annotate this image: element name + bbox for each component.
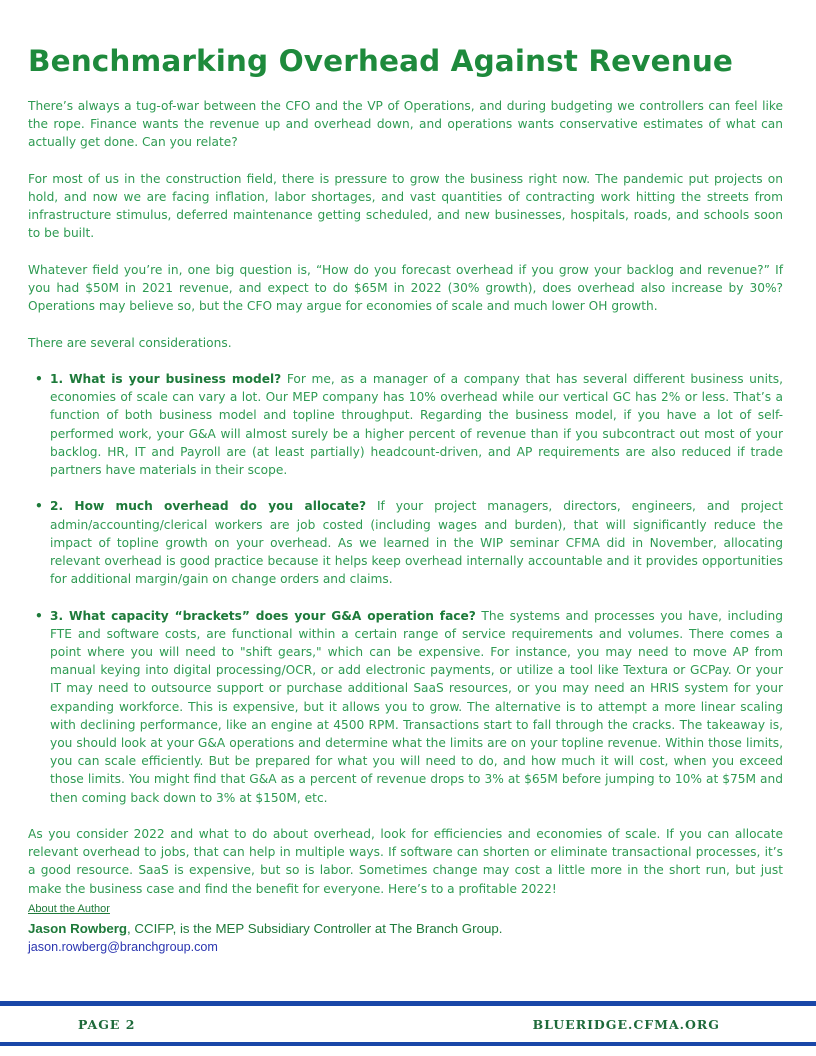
consideration-heading: 1. What is your business model? xyxy=(50,371,282,386)
footer-top-rule xyxy=(0,1001,816,1006)
list-item xyxy=(50,497,783,588)
page-title: Benchmarking Overhead Against Revenue xyxy=(28,44,734,78)
considerations-list xyxy=(28,370,783,807)
consideration-text: If your project managers, directors, engineers, and project admin/accounting/clerical workers are job costed (including wages and burden), that will significantly reduce the impact of topline growth on your overhead. As we learned in the WIP seminar CFMA did in November, allocating relevant overhead is good practice because it helps keep overhead internally accountable and it provides opportunities for additional margin/gain on change orders and claims. xyxy=(50,499,783,587)
closing-paragraph: As you consider 2022 and what to do about overhead, look for efficiencies and economies of scale. If you can allocate relevant overhead to jobs, that can help in multiple ways. If software can shorten or eliminate transactional processes, it’s a good resource. SaaS is expensive, but so is labor. Sometimes change may cost a little more in the short run, but just make the business case and find the benefit for everyone. Here’s to a profitable 2022! xyxy=(28,827,783,896)
footer-bottom-rule xyxy=(0,1042,816,1046)
author-section xyxy=(28,902,788,956)
footer-page-number: PAGE 2 xyxy=(78,1017,136,1032)
consideration-text: The systems and processes you have, including FTE and software costs, are functional within a certain range of service requirements and volumes. There comes a point where you will need to "shift gears," which can be expensive. For instance, you may need to move AP from manual keying into digital processing/OCR, or add electronic payments, or utilize a tool like Textura or GCPay. Or your IT may need to outsource support or purchase additional SaaS resources, or you may need an HRIS system for your expanding workforce. This is expensive, but it allows you to grow. The alternative is to attempt a more linear scaling with declining performance, like an engine at 4500 RPM. Transactions start to fall through the cracks. The takeaway is, you should look at your G&A operations and determine what the limits are on your topline revenue. Within those limits, you can scale efficiently. But be prepared for what you will need to do, and how much it will cost, when you exceed those limits. You might find that G&A as a percent of revenue drops to 3% at $65M before jumping to 10% at $75M and then coming back down to 3% at $150M, etc. xyxy=(50,608,783,805)
author-email-link[interactable]: jason.rowberg@branchgroup.com xyxy=(28,940,218,954)
footer-site-link[interactable]: BLUERIDGE.CFMA.ORG xyxy=(532,1017,720,1032)
consideration-heading: 3. What capacity “brackets” does your G&A operation face? xyxy=(50,608,476,623)
list-item xyxy=(50,370,783,479)
author-name: Jason Rowberg xyxy=(28,921,128,936)
consideration-heading: 2. How much overhead do you allocate? xyxy=(50,499,367,514)
list-item xyxy=(50,607,783,807)
article-body xyxy=(28,97,783,916)
considerations-intro: There are several considerations. xyxy=(28,335,232,350)
intro-paragraph: There’s always a tug-of-war between the CFO and the VP of Operations, and during budgeting we controllers can feel like the rope. Finance wants the revenue up and overhead down, and operations wants conservative estimates of what can actually get done. Can you relate? xyxy=(28,99,783,150)
context-paragraph: For most of us in the construction field, there is pressure to grow the business right now. The pandemic put projects on hold, and now we are facing inflation, labor shortages, and vast quantities of contracting work hitting the streets from infrastructure stimulus, deferred maintenance getting scheduled, and new businesses, hospitals, roads, and schools soon to be built. xyxy=(28,171,783,241)
author-heading: About the Author xyxy=(28,903,110,915)
author-credentials: , CCIFP, is the MEP Subsidiary Controller at The Branch Group. xyxy=(127,921,503,936)
author-bio xyxy=(28,920,788,937)
question-paragraph: Whatever field you’re in, one big question is, “How do you forecast overhead if you grow your backlog and revenue?” If you had $50M in 2021 revenue, and expect to do $65M in 2022 (30% growth), does overhead also increase by 30%? Operations may believe so, but the CFO may argue for economies of scale and much lower OH growth. xyxy=(28,262,783,314)
consideration-text: For me, as a manager of a company that has several different business units, economies of scale can vary a lot. Our MEP company has 10% overhead while our vertical GC has 2% or less. That’s a function of both business model and topline throughput. Regarding the business model, if you have a lot of self-performed work, your G&A will almost surely be a higher percent of revenue than if you subcontract out most of your backlog. HR, IT and Payroll are (at least partially) headcount-driven, and AP requirements are also reduced if trade partners have materials in their scope. xyxy=(50,371,783,477)
